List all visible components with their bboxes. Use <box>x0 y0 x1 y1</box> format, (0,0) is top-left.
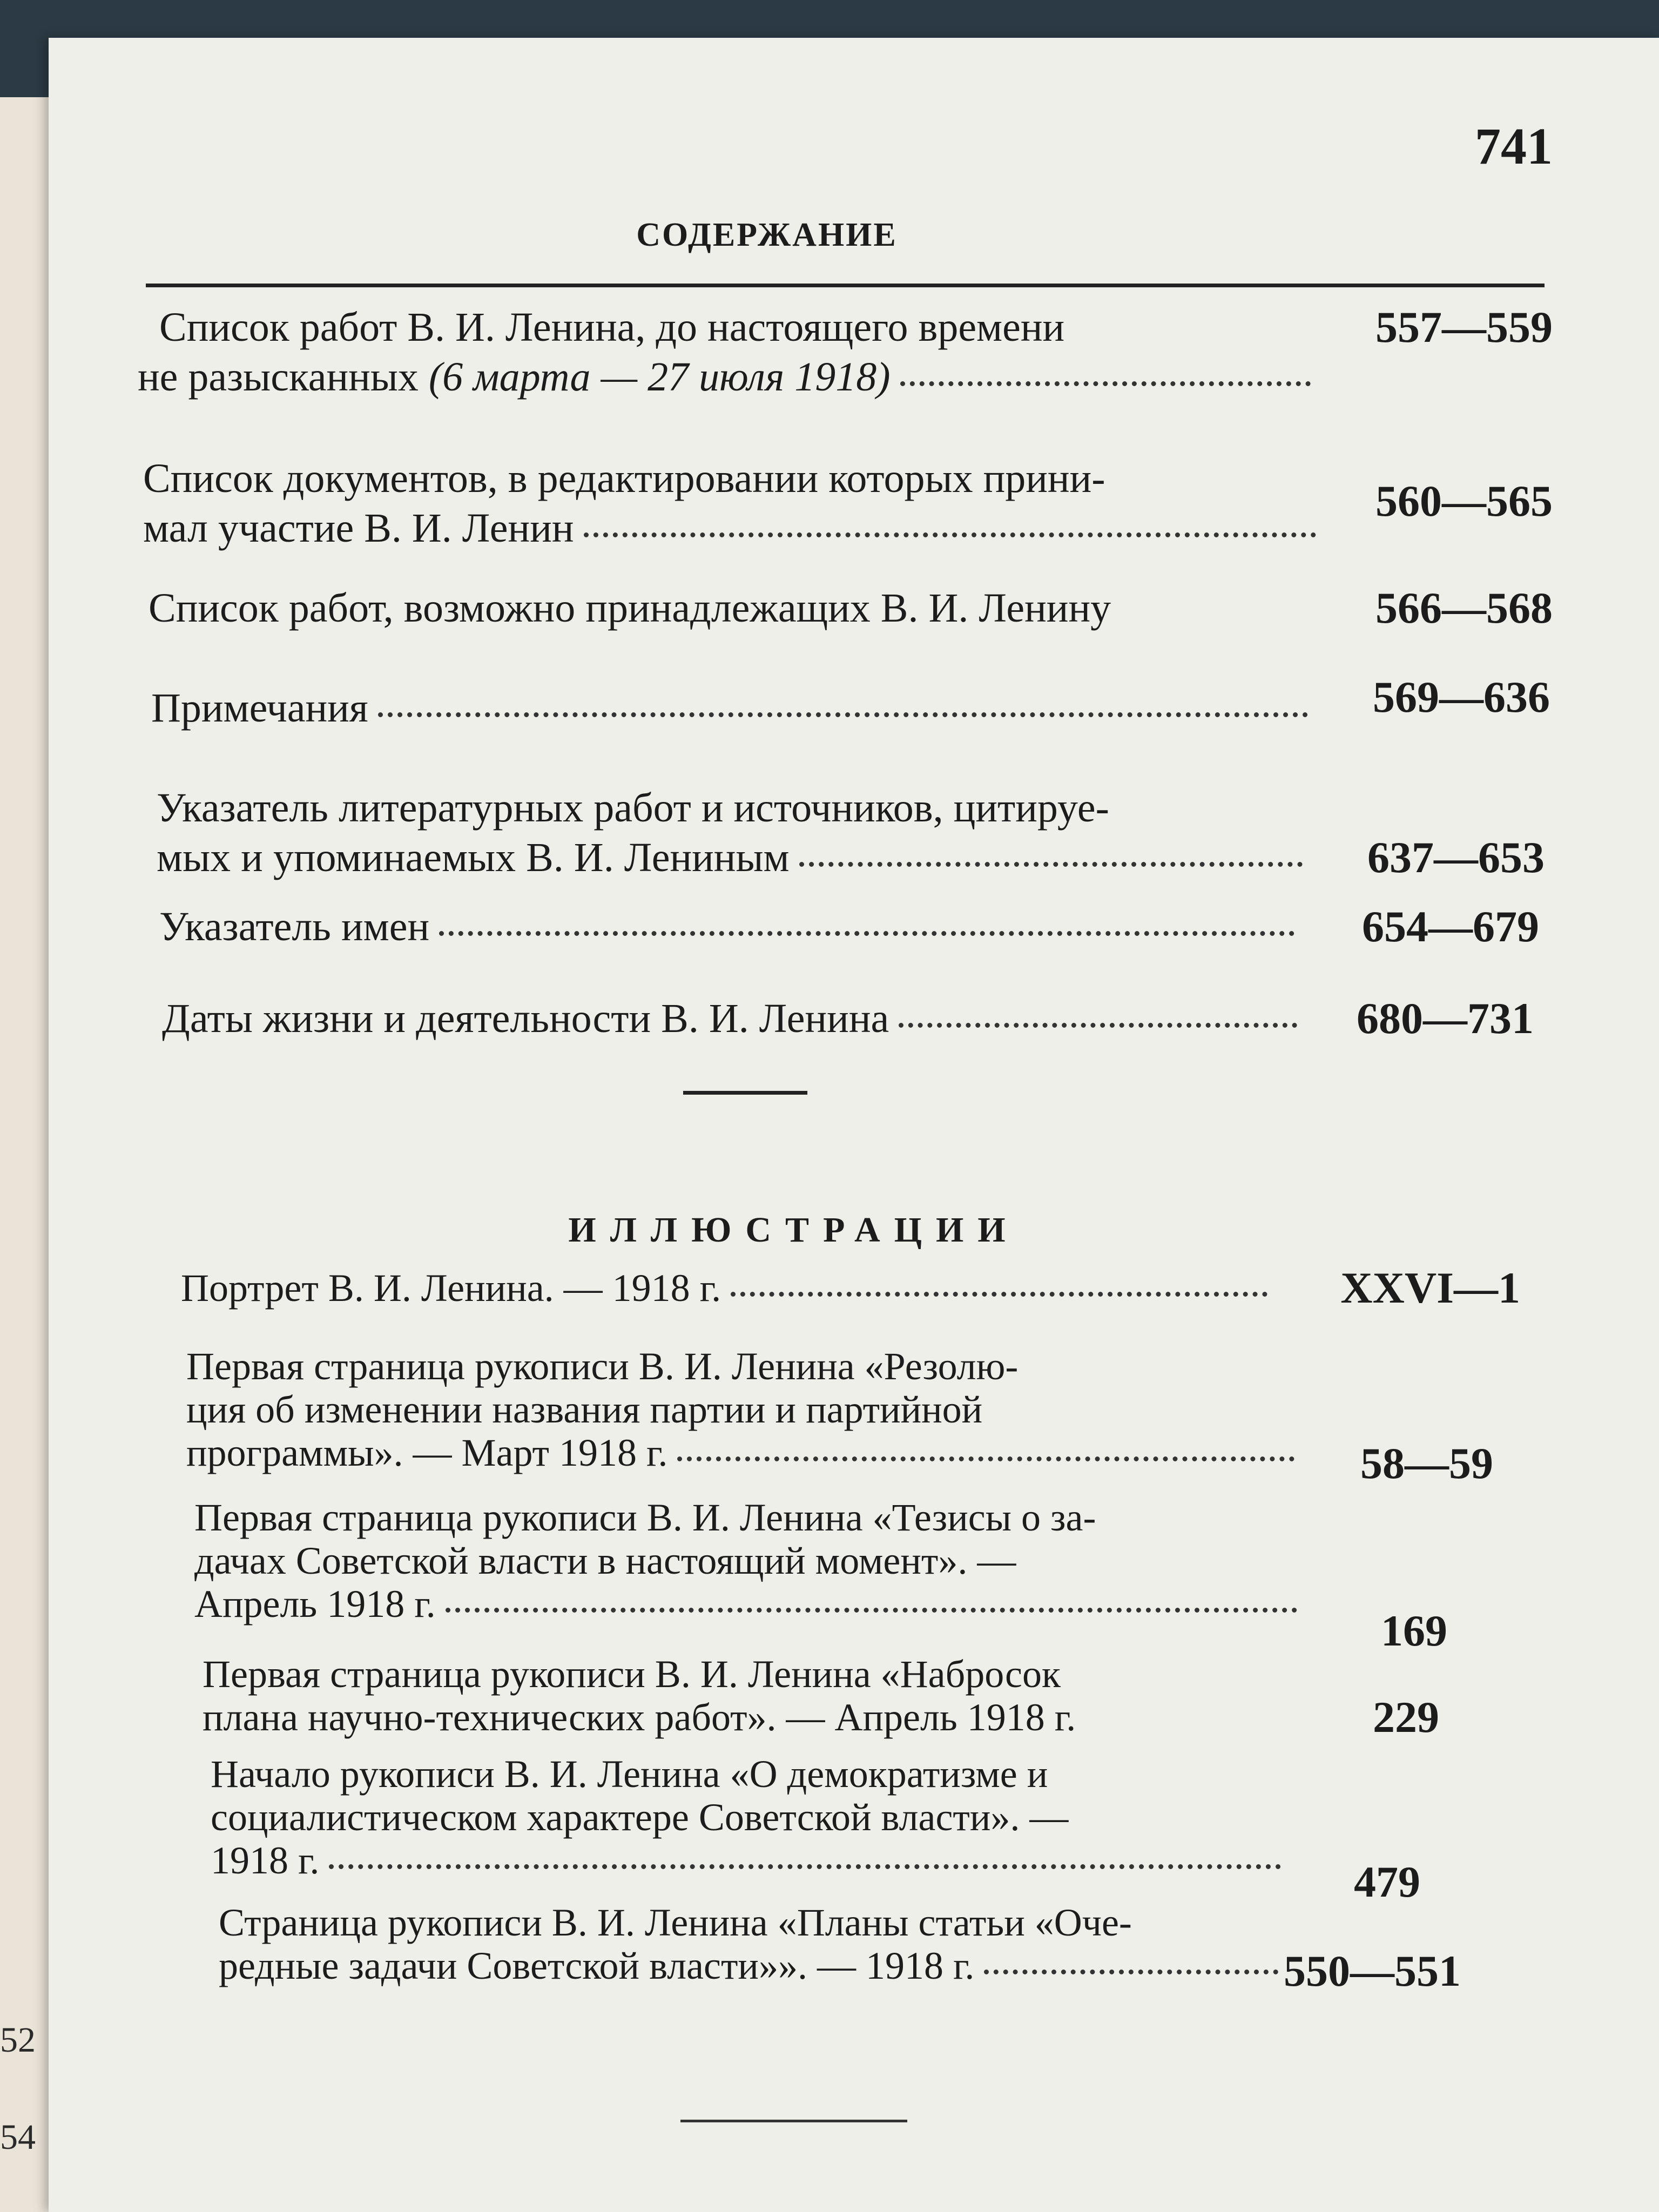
illustration-text: дачах Советской власти в настоящий момент». — <box>194 1539 1016 1582</box>
illustration-entry <box>181 1263 1520 1312</box>
toc-entry-text: мых и упоминаемых В. И. Лениным <box>157 835 790 880</box>
toc-entry-text: Список документов, в редактировании которых прини- <box>143 456 1105 501</box>
book-page <box>49 38 1659 2212</box>
illustration-text: плана научно-технических работ». — Апрель 1918 г. <box>203 1696 1076 1739</box>
leader-dots <box>378 712 1308 717</box>
leader-dots <box>677 1456 1294 1461</box>
toc-page-range: 569—636 <box>1373 672 1550 721</box>
illustration-text: редные задачи Советской власти»». — 1918 г. <box>219 1944 975 1987</box>
leader-dots <box>984 1970 1278 1974</box>
page-number: 741 <box>1475 117 1553 175</box>
leader-dots <box>731 1292 1267 1297</box>
toc-page-range: 654—679 <box>1362 902 1539 951</box>
illustration-text: Апрель 1918 г. <box>194 1582 436 1626</box>
toc-page-range: 680—731 <box>1357 994 1534 1043</box>
leader-dots <box>439 931 1294 936</box>
illustration-text: социалистическом характере Советской власти». — <box>211 1796 1069 1839</box>
illustrations-heading: ИЛЛЮСТРАЦИИ <box>568 1210 1020 1250</box>
illustration-entry <box>219 1901 1461 1995</box>
toc-page-range: 566—568 <box>1375 583 1553 632</box>
illustration-page: 550—551 <box>1284 1946 1461 1995</box>
illustration-entry <box>194 1496 1480 1655</box>
leader-dots <box>899 1023 1297 1028</box>
illustration-entry <box>211 1752 1464 1906</box>
toc-entry-text: не разысканных <box>138 354 419 400</box>
illustration-text: Страница рукописи В. И. Ленина «Планы статьи «Оче- <box>219 1901 1132 1944</box>
header-rule <box>146 284 1545 287</box>
illustration-text: ция об изменении названия партии и партийной <box>186 1388 983 1431</box>
leader-dots <box>584 532 1316 537</box>
toc-entry-text: Список работ, возможно принадлежащих В. И. Ленину <box>149 585 1111 631</box>
illustration-text: Первая страница рукописи В. И. Ленина «Набросок <box>203 1653 1061 1696</box>
toc-entry <box>157 783 1545 882</box>
toc-entry <box>151 672 1550 733</box>
toc-entry-text: мал участие В. И. Ленин <box>143 505 574 551</box>
illustration-entry <box>203 1653 1472 1742</box>
edge-page-number: 52 <box>0 2020 36 2060</box>
illustration-page: 229 <box>1373 1692 1439 1742</box>
toc-entry <box>138 302 1553 402</box>
toc-entry <box>149 583 1553 633</box>
illustration-text: Начало рукописи В. И. Ленина «О демократизме и <box>211 1752 1048 1796</box>
toc-entry-text: Указатель литературных работ и источников, цитируе- <box>157 785 1109 831</box>
toc-entry-dates: (6 марта — 27 июля 1918) <box>428 354 891 400</box>
toc-entry-text: Примечания <box>151 685 368 731</box>
toc-entry-text: Список работ В. И. Ленина, до настоящего времени <box>159 305 1065 350</box>
toc-entry <box>143 454 1553 553</box>
toc-page-range: 637—653 <box>1367 833 1545 882</box>
page-heading: СОДЕРЖАНИЕ <box>636 217 898 253</box>
toc-entry <box>159 902 1539 952</box>
edge-page-number: 54 <box>0 2117 36 2157</box>
bottom-divider <box>680 2120 907 2122</box>
toc-page-range: 557—559 <box>1375 302 1553 352</box>
leader-dots <box>799 862 1303 867</box>
illustration-entry <box>186 1345 1493 1488</box>
toc-page-range: 560—565 <box>1375 476 1553 525</box>
leader-dots <box>446 1608 1297 1613</box>
illustration-text: программы». — Март 1918 г. <box>186 1431 668 1474</box>
illustration-text: Портрет В. И. Ленина. — 1918 г. <box>181 1266 721 1310</box>
leader-dots <box>329 1864 1281 1869</box>
toc-entry-text: Указатель имен <box>159 904 430 949</box>
illustration-text: 1918 г. <box>211 1839 320 1882</box>
illustration-text: Первая страница рукописи В. И. Ленина «Тезисы о за- <box>194 1496 1096 1539</box>
toc-entry <box>162 994 1534 1043</box>
illustration-page: 479 <box>1354 1857 1420 1906</box>
illustration-page: XXVI—1 <box>1340 1263 1520 1312</box>
toc-entry-text: Даты жизни и деятельности В. И. Ленина <box>162 996 889 1041</box>
leader-dots <box>900 381 1311 386</box>
illustration-text: Первая страница рукописи В. И. Ленина «Резолю- <box>186 1345 1019 1388</box>
illustration-page: 58—59 <box>1360 1439 1493 1488</box>
section-divider <box>683 1091 807 1095</box>
illustration-page: 169 <box>1381 1606 1447 1655</box>
